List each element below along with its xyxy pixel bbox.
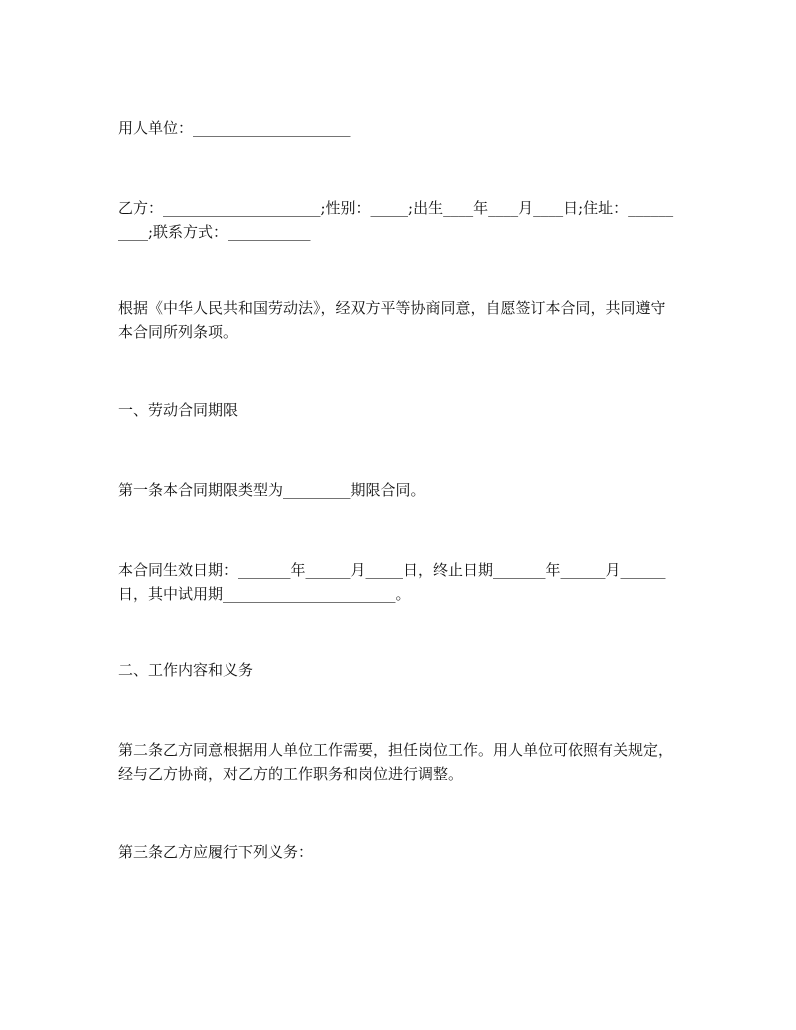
preamble-paragraph: 根据《中华人民共和国劳动法》，经双方平等协商同意，自愿签订本合同，共同遵守本合同所列条项。 [118,299,666,341]
article-two: 第二条乙方同意根据用人单位工作需要，担任岗位工作。用人单位可依照有关规定，经与乙方协商，对乙方的工作职务和岗位进行调整。 [118,741,674,783]
employer-line: 用人单位：_____________________ [118,119,351,137]
article-three: 第三条乙方应履行下列义务： [118,843,314,861]
effective-date-paragraph: 本合同生效日期：_______年______月_____日，终止日期_______年______月______日，其中试用期_______________________。 [118,561,666,603]
section-heading-term: 一、劳动合同期限 [118,401,239,419]
party-b-line: 乙方：_____________________;性别：_____;出生____年____月____日;住址：__________;联系方式：___________ [118,199,674,241]
section-heading-duties: 二、工作内容和义务 [118,661,254,679]
article-one: 第一条本合同期限类型为_________期限合同。 [118,481,426,499]
